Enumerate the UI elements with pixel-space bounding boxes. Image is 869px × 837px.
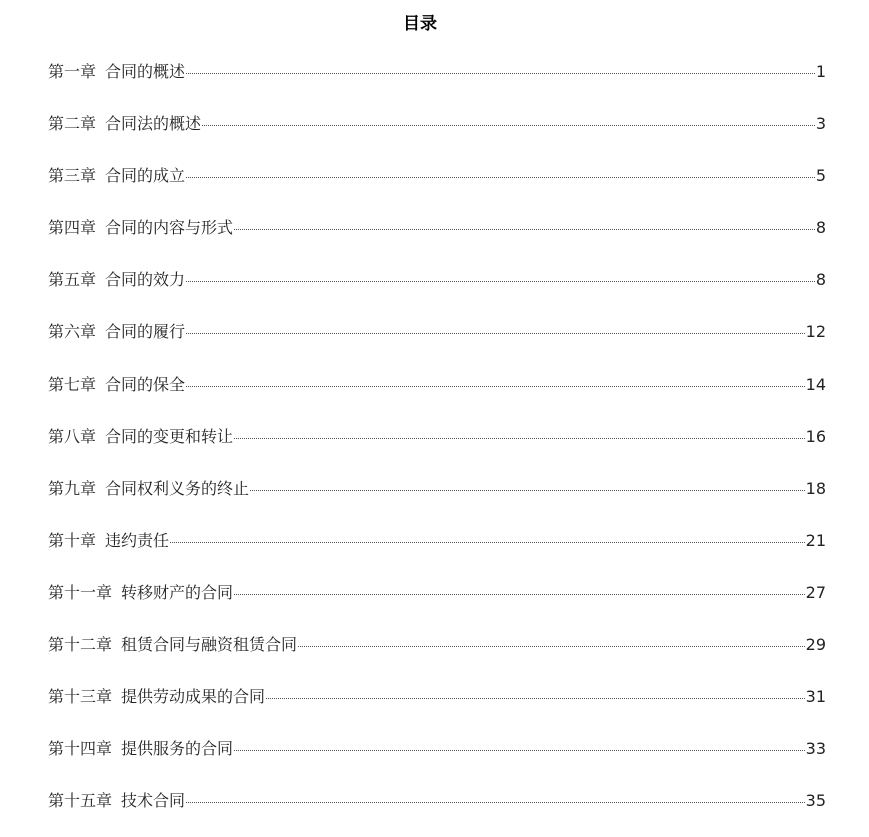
toc-entry[interactable] [48,316,826,368]
toc-page-number: 14 [805,374,826,394]
toc-chapter-name: 转移财产的合同 [121,582,234,602]
toc-chapter-number: 第八章 [48,426,97,446]
toc-entry[interactable] [48,629,826,681]
toc-chapter-name: 合同的变更和转让 [105,426,234,446]
toc-page-number: 27 [805,582,826,602]
dot-leader [234,750,805,751]
toc-chapter-name: 合同的保全 [105,374,186,394]
toc-page-number: 31 [805,687,826,707]
toc-chapter-number: 第十五章 [48,791,113,811]
toc-entry[interactable] [48,473,826,525]
toc-chapter-name: 合同法的概述 [105,114,202,134]
toc-chapter-number: 第三章 [48,166,97,186]
toc-chapter-number: 第十章 [48,530,97,550]
toc-page-number: 18 [805,478,826,498]
toc-chapter-number: 第四章 [48,218,97,238]
toc-chapter-number: 第十四章 [48,739,113,759]
toc-chapter-name: 技术合同 [121,791,186,811]
toc-chapter-number: 第十二章 [48,635,113,655]
toc-chapter-name: 合同的履行 [105,322,186,342]
toc-entry[interactable] [48,681,826,733]
toc-entry[interactable] [48,733,826,785]
toc-chapter-number: 第一章 [48,62,97,81]
toc-chapter-name: 违约责任 [105,530,170,550]
dot-leader [250,490,805,491]
toc-entry[interactable] [48,785,826,837]
toc-page-number: 8 [815,270,826,290]
toc-entry[interactable] [48,212,826,264]
toc-chapter-number: 第十一章 [48,582,113,602]
dot-leader [186,177,815,178]
toc-chapter-name: 提供服务的合同 [121,739,234,759]
toc-chapter-number: 第二章 [48,114,97,134]
toc-title: 目录 [403,14,437,34]
toc-page-number: 1 [815,62,826,81]
toc-page-number: 16 [805,426,826,446]
dot-leader [186,333,805,334]
toc-chapter-number: 第九章 [48,478,97,498]
toc-entry[interactable] [48,421,826,473]
dot-leader [186,73,815,74]
toc-entry[interactable] [48,108,826,160]
toc-chapter-name: 合同的概述 [105,62,186,81]
toc-chapter-name: 合同权利义务的终止 [105,478,250,498]
toc-chapter-number: 第六章 [48,322,97,342]
dot-leader [170,542,805,543]
dot-leader [298,646,805,647]
toc-page-number: 35 [805,791,826,811]
toc-page-number: 21 [805,530,826,550]
dot-leader [186,281,815,282]
toc-chapter-number: 第五章 [48,270,97,290]
toc-chapter-name: 租赁合同与融资租赁合同 [121,635,298,655]
toc-page-number: 12 [805,322,826,342]
toc-entry[interactable] [48,56,826,108]
dot-leader [186,802,805,803]
toc-page-number: 5 [815,166,826,186]
toc-chapter-name: 合同的效力 [105,270,186,290]
dot-leader [186,386,805,387]
toc-chapter-name: 合同的成立 [105,166,186,186]
toc-entry[interactable] [48,525,826,577]
toc-entry[interactable] [48,264,826,316]
toc-page-number: 3 [815,114,826,134]
dot-leader [234,438,805,439]
dot-leader [234,229,815,230]
toc-page-number: 29 [805,635,826,655]
toc-list [48,56,826,837]
dot-leader [202,125,815,126]
toc-chapter-name: 合同的内容与形式 [105,218,234,238]
dot-leader [234,594,805,595]
toc-entry[interactable] [48,369,826,421]
toc-page-number: 33 [805,739,826,759]
toc-chapter-number: 第七章 [48,374,97,394]
toc-page-number: 8 [815,218,826,238]
toc-chapter-name: 提供劳动成果的合同 [121,687,266,707]
toc-entry[interactable] [48,577,826,629]
dot-leader [266,698,805,699]
toc-chapter-number: 第十三章 [48,687,113,707]
toc-entry[interactable] [48,160,826,212]
